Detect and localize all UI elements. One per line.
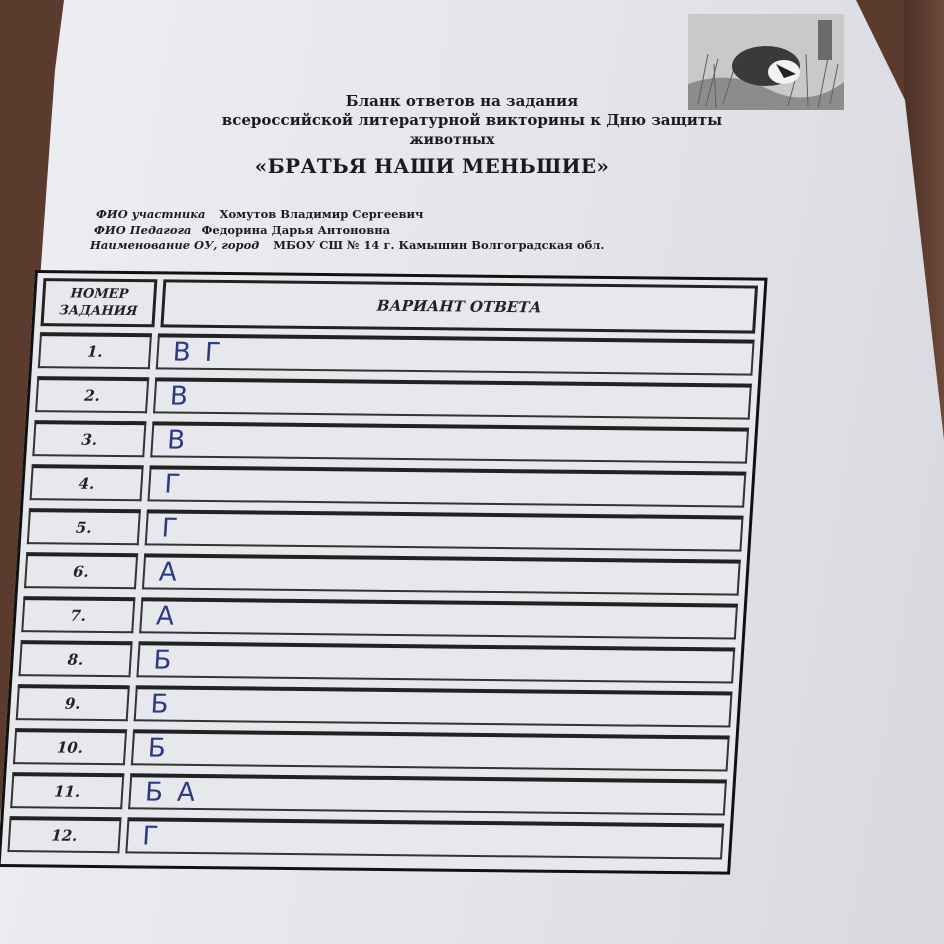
task-number: 11. [10,772,124,809]
table-row [24,552,741,595]
handwritten-answer[interactable]: Г [147,465,746,507]
table-row [7,816,724,859]
handwritten-answer[interactable]: В [150,421,749,463]
table-row [10,772,727,815]
table-row [21,596,738,639]
handwritten-answer[interactable]: А [139,597,738,639]
table-row [32,420,749,463]
answers-table [0,270,768,875]
task-number: 7. [21,596,135,633]
title-line-2: всероссийской литературной викторины к Дню защиты [221,111,723,129]
answers-table-wrapper [0,270,768,875]
table-row [18,640,735,683]
school-label: Наименование ОУ, город [90,238,260,252]
quiz-name: «БРАТЬЯ НАШИ МЕНЬШИЕ» [254,154,610,178]
school-value: МБОУ СШ № 14 г. Камышин Волгоградская обл. [273,238,605,252]
participant-value: Хомутов Владимир Сергеевич [219,207,424,221]
table-row [30,464,747,507]
handwritten-answer[interactable]: Б [134,685,733,727]
column-header-answer: ВАРИАНТ ОТВЕТА [160,279,758,333]
teacher-label: ФИО Педагога [94,223,192,237]
table-row [38,332,755,375]
task-number: 4. [30,464,144,501]
handwritten-answer[interactable]: В [153,377,752,419]
handwritten-answer[interactable]: В Г [156,333,755,375]
table-row [13,728,730,771]
task-number: 10. [13,728,127,765]
handwritten-answer[interactable]: Г [145,509,744,551]
task-number: 2. [35,376,149,413]
handwritten-answer[interactable]: А [142,553,741,595]
column-header-number: НОМЕР ЗАДАНИЯ [40,278,157,327]
task-number: 9. [16,684,130,721]
handwritten-answer[interactable]: Б [131,729,730,771]
task-number: 5. [27,508,141,545]
participant-line [96,207,423,221]
task-number: 1. [38,332,152,369]
task-number: 3. [32,420,146,457]
teacher-value: Федорина Дарья Антоновна [201,223,391,237]
handwritten-answer[interactable]: Б [136,641,735,683]
participant-label: ФИО участника [96,207,206,221]
title-line-1: Бланк ответов на задания [345,92,579,110]
school-line [90,238,604,252]
title-line-3: животных [409,132,495,148]
teacher-line [94,223,390,237]
table-rows [7,332,754,859]
handwritten-answer[interactable]: Б А [128,773,727,815]
task-number: 12. [7,816,121,853]
table-header [40,278,758,333]
table-row [35,376,752,419]
table-row [16,684,733,727]
handwritten-answer[interactable]: Г [125,817,724,859]
table-row [27,508,744,551]
task-number: 8. [18,640,132,677]
task-number: 6. [24,552,138,589]
